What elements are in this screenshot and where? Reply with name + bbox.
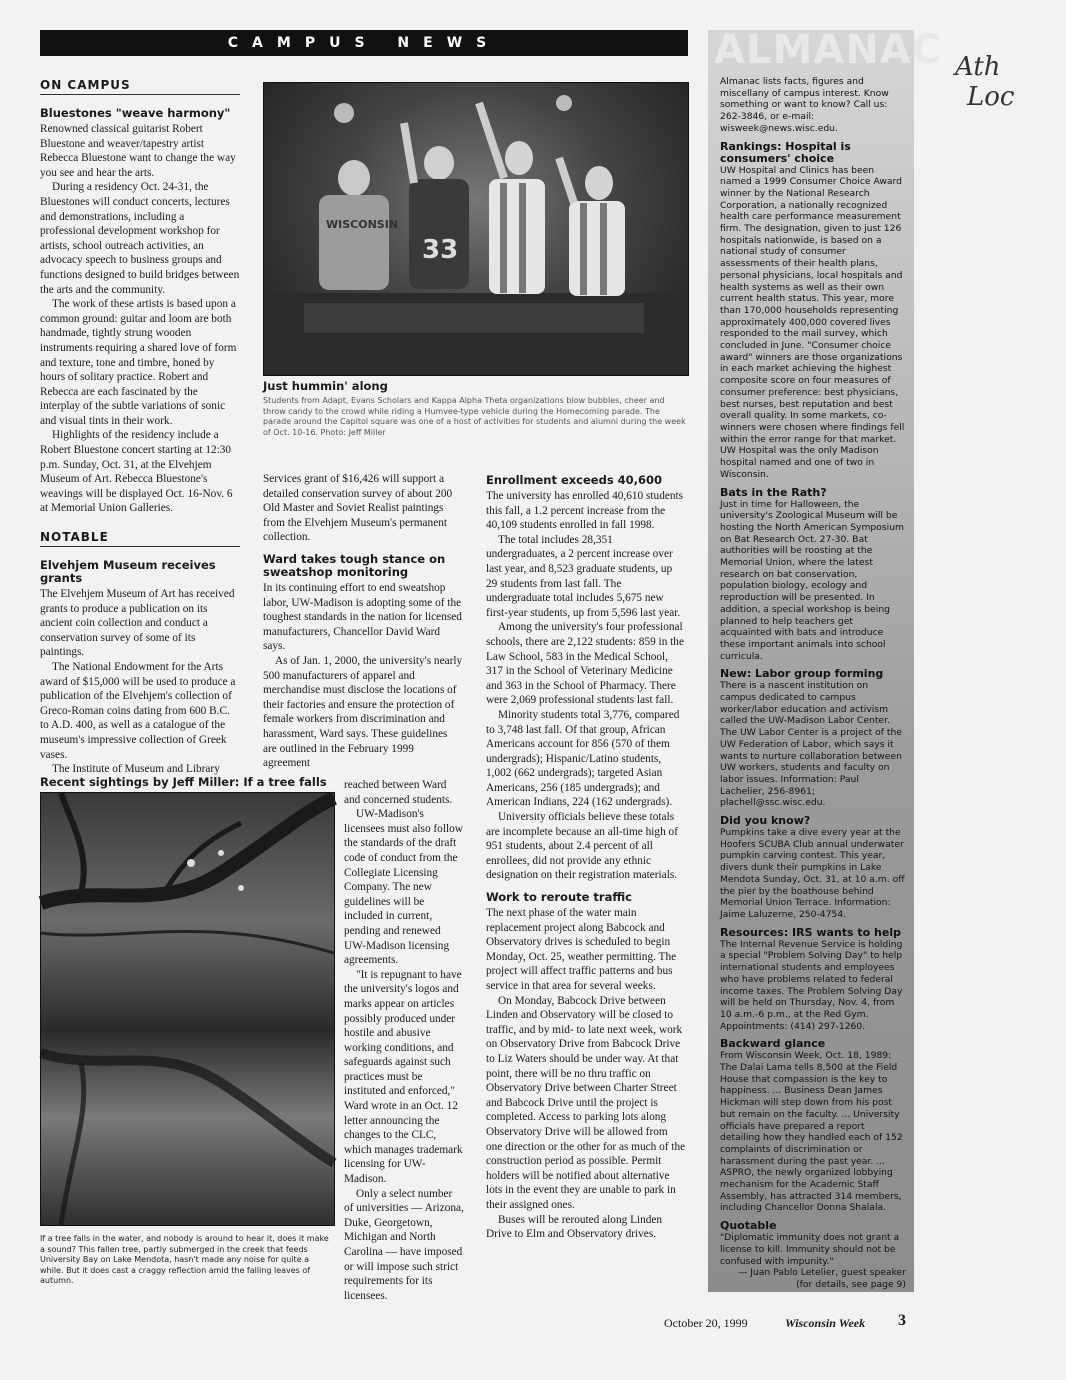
paragraph: UW-Madison's licensees must also follow the standards of the draft code of conduct from the Collegiate Licensing Company. The new guidelines will be included in current, pending and renewed UW-Madison licensing agreements. xyxy=(344,808,463,967)
sweatshop-body xyxy=(263,581,463,771)
section-heading-on-campus: ON CAMPUS xyxy=(40,78,240,95)
paragraph: Buses will be rerouted along Linden Drive to Elm and Observatory drives. xyxy=(486,1213,663,1241)
almanac-sidebar xyxy=(708,27,942,1292)
enrollment-headline: Enrollment exceeds 40,600 xyxy=(486,473,663,487)
sweatshop-continued-body xyxy=(344,778,464,1303)
almanac-item-text: UW Hospital and Clinics has been named a 1999 Consumer Choice Award winner by the National Research Corporation, a nationally recognized health care performance measurement firm. The designation, given to just 126 hospitals nationwide, is based on a national study of consumer assessments of their health plans, personal physicians, local hospitals and health systems as well as their own current health status. This year, more than 170,000 households representing approximately 400,000 covered lives responded to the mail survey, which concluded in June. "Consumer choice award" winners are those organizations in each market achieving the highest composite score on four measures of consumer preference: best physicians, best nurses, best reputation and best overall quality. In some markets, co-winners were chosen where findings fell within the error range for that market. UW Hospital was the only Madison hospital named and one of two in Wisconsin. xyxy=(720,164,905,480)
bluestones-headline: Bluestones "weave harmony" xyxy=(40,106,231,120)
almanac-title: ALMANAC xyxy=(714,27,942,73)
paragraph: On Monday, Babcock Drive between Linden and Observatory will be closed to traffic, and by mid- to late next week, work on Observatory Drive from Babcock Drive to Liz Waters should be under way. At that point, there will be no thru traffic on Observatory Drive between Charter Street and Babcock Drive until the project is completed. Access to parking lots along Observatory Drive will be allowed from one direction or the other for as much of the construction period as possible. Permit holders will be notified about alternative lots in the event they are unable to park in their assigned ones. xyxy=(486,994,686,1211)
almanac-item-text: "Diplomatic immunity does not grant a license to kill. Immunity should not be confused with impunity." xyxy=(720,1232,900,1267)
footer-page-number: 3 xyxy=(898,1312,906,1329)
almanac-item-heading: Bats in the Rath? xyxy=(720,485,827,499)
sweatshop-continued-column xyxy=(344,778,464,1303)
paragraph: reached between Ward and concerned students. xyxy=(344,779,453,806)
footer-publication: Wisconsin Week xyxy=(785,1316,866,1330)
handwritten-line: Ath xyxy=(955,52,1001,82)
paragraph: The next phase of the water main replacement project along Babcock and Observatory drives is scheduled to begin Monday, Oct. 25, weather permitting. The project will affect traffic patterns and bus service in that area for several weeks. xyxy=(486,907,677,992)
elvehjem-continued: Services grant of $16,426 will support a detailed conservation survey of about 200 Old Master and Soviet Realist paintings from the Elvehjem Museum's permanent collection. xyxy=(263,473,453,544)
section-heading-notable: NOTABLE xyxy=(40,530,240,547)
almanac-item-text: There is a nascent institution on campus dedicated to campus worker/labor education and activism called the UW-Madison Labor Center. The UW Labor Center is a project of the UW Federation of Labor, which says it wants to nurture collaboration between UW workers, students and faculty on labor issues. Information: Paul Lachelier, 256-8961; plachell@ssc.wisc.edu. xyxy=(720,680,902,809)
almanac-item-text: Pumpkins take a dive every year at the Hoofers SCUBA Club annual underwater pumpkin carving contest. This year, divers dunk their pumpkins in Lake Mendota Sunday, Oct. 31, at 10 a.m. off the pier by the boathouse behind Memorial Union Terrace. Information: Jaime Laluzerne, 250-4754. xyxy=(720,827,905,920)
almanac-item-heading: New: Labor group forming xyxy=(720,667,884,681)
paragraph: Only a select number of universities — Arizona, Duke, Georgetown, Michigan and North Carolina — have imposed or will impose such strict requirements for its licensees. xyxy=(344,1187,464,1302)
on-campus-column xyxy=(40,78,240,516)
photo1-heading: Just hummin' along xyxy=(263,379,388,393)
paragraph: The total includes 28,351 undergraduates, a 2 percent increase over last year, and 8,523 graduate students, up 29 students from last fall. The undergraduate total includes 5,675 new first-year students, up from 5,596 last year. xyxy=(486,533,681,619)
photo1-caption-block xyxy=(263,380,687,438)
photo1-caption: Students from Adapt, Evans Scholars and Kappa Alpha Theta organizations blow bubbles, cheer and throw candy to the crowd while riding a Humvee-type vehicle during the Homecoming parade. The parade around the Capitol square was one of a host of activities for students and alumni during the week of Oct. 10-16. Photo: Jeff Miller xyxy=(263,396,686,437)
handwritten-note xyxy=(955,52,1014,112)
footer-date: October 20, 1999 xyxy=(664,1316,748,1330)
paragraph: The university has enrolled 40,610 students this fall, a 1.2 percent increase from the 40,109 students enrolled in fall 1998. xyxy=(486,490,684,532)
paragraph: During a residency Oct. 24-31, the Bluestones will conduct concerts, lectures and demonstrations, including a professional development workshop for artists, school outreach activities, an advocacy speech to business groups and functions designed to build bridges between the arts and the community. xyxy=(40,181,240,296)
paragraph: Renowned classical guitarist Robert Bluestone and weaver/tapestry artist Rebecca Bluestone want to change the way you see and hear the arts. xyxy=(40,123,236,179)
paragraph: The work of these artists is based upon a common ground: guitar and loom are both handmade, tightly strung wooden instruments requiring a shared love of form and texture, tone and timbre, honed by hours of solitary practice. Robert and Rebecca are each fascinated by the interplay of the subtle variations of sonic and visual tints in their work. xyxy=(40,298,237,427)
homecoming-photo-art xyxy=(264,83,688,375)
handwritten-line: Loc xyxy=(967,82,1015,112)
right-column xyxy=(486,474,686,1242)
paragraph: The National Endowment for the Arts award of $15,000 will be used to produce a publication of the Elvehjem's collection of Greco-Roman coins dating from 600 B.C. to A.D. 400, as well as a catalogue of the museum's impressive collection of Greek vases. xyxy=(40,660,236,761)
almanac-item-text: The Internal Revenue Service is holding a special "Problem Solving Day" to help international students and employees who have problems related to federal income taxes. The Problem Solving Day will be held on Thursday, Nov. 4, from 10 a.m.-6 p.m., at the Red Gym. Appointments: (414) 297-1260. xyxy=(720,938,903,1032)
paragraph: The Elvehjem Museum of Art has received grants to produce a publication on its ancient coin collection and conduct a conservation survey of some of its paintings. xyxy=(40,588,235,659)
paragraph: Highlights of the residency include a Robert Bluestone concert starting at 12:30 p.m. Sunday, Oct. 31, at the Elvehjem Museum of Art. Rebecca Bluestone's weavings will be displayed Oct. 16-Nov. 6 at Memorial Union Galleries. xyxy=(40,429,233,515)
section-banner: CAMPUS NEWS xyxy=(40,30,688,56)
paragraph: University officials believe these totals are incomplete because an all-time high of 951 students, about 2.4 percent of all enrollees, did not provide any ethnic designation on their registration materials. xyxy=(486,811,678,882)
paragraph: "It is repugnant to have the university's logos and marks appear on articles possibly produced under hostile and abusive working conditions, and safeguards against such practices must be instituted and enforced," Ward wrote in an Oct. 12 letter announcing the changes to the CLC, which manages trademark licensing for UW-Madison. xyxy=(344,968,463,1186)
almanac-item-heading: Rankings: Hospital is consumers' choice xyxy=(720,139,851,165)
homecoming-photo xyxy=(263,82,689,376)
tree-photo xyxy=(40,792,335,1226)
almanac-content xyxy=(708,70,914,1291)
elvehjem-body xyxy=(40,587,240,777)
almanac-item-heading: Backward glance xyxy=(720,1037,826,1051)
elvehjem-headline: Elvehjem Museum receives grants xyxy=(40,558,216,585)
quote-attribution: — Juan Pablo Letelier, guest speaker (for details, see page 9) xyxy=(738,1267,906,1290)
traffic-headline: Work to reroute traffic xyxy=(486,890,633,905)
sweatshop-headline: Ward takes tough stance on sweatshop monitoring xyxy=(263,551,446,579)
almanac-item-text: Just in time for Halloween, the university's Zoological Museum will be hosting the North American Symposium on Bat Research Oct. 27-30. Bat authorities will be roosting at the Memorial Union, where the latest research on bat conservation, population biology, ecology and reproduction will be presented. In addition, a special workshop is being planned to help teachers get acquainted with bats and introduce these important animals into school curricula. xyxy=(720,498,905,662)
paragraph: Among the university's four professional schools, there are 2,122 students: 859 in the Law School, 583 in the Medical School, 317 in the School of Veterinary Medicine and 363 in the School of Pharmacy. There were 2,069 professional students last fall. xyxy=(486,621,684,707)
almanac-item-heading: Resources: IRS wants to help xyxy=(720,925,901,939)
almanac-item-text: From Wisconsin Week, Oct. 18, 1989: The Dalai Lama tells 8,500 at the Field House that compassion is the key to happiness. ... Business Dean James Hickman will step down from his post but remain on the faculty. ... University officials have prepared a report detailing how they handled each of 152 complaints of discrimination or harassment during the past year. ... ASPRO, the newly organized lobbying mechanism for the Academic Staff Assembly, has attracted 314 members, including Chancellor Donna Shalala. xyxy=(720,1050,903,1214)
paragraph: Minority students total 3,776, compared to 3,748 last fall. Of that group, African Americans account for 856 (570 of them undergrads); Hispanic/Latino students, 1,002 (662 undergrads); targeted Asian Americans, 256 (185 undergrads); and American Indians, 224 (162 undergrads). xyxy=(486,708,680,809)
shirt-text-wisconsin: WISCONSIN xyxy=(326,218,398,231)
paragraph: The Institute of Museum and Library xyxy=(52,763,220,776)
almanac-intro: Almanac lists facts, figures and miscellany of campus interest. Know something or want to know? Call us: 262-3846, or e-mail: wisweek@news.wisc.edu. xyxy=(720,76,889,134)
shirt-number: 33 xyxy=(422,235,459,265)
traffic-body xyxy=(486,906,686,1242)
enrollment-body xyxy=(486,489,686,883)
paragraph: As of Jan. 1, 2000, the university's nearly 500 manufacturers of apparel and merchandise must disclose the locations of their factories and ensure the protection of female workers from discrimination and harassment, Ward says. These guidelines are outlined in the February 1999 agreement xyxy=(263,654,463,770)
notable-column xyxy=(40,530,240,777)
tree-photo-caption: If a tree falls in the water, and nobody is around to hear it, does it make a sound? This fallen tree, partly submerged in the creek that feeds University Bay on Lake Mendota, hasn't made any noise for quite a while. But it does cast a craggy reflection amid the falling leaves of autumn. xyxy=(40,1234,329,1285)
sightings-headline: Recent sightings by Jeff Miller: If a tree falls xyxy=(40,775,327,789)
bluestones-body xyxy=(40,122,240,516)
paragraph: In its continuing effort to end sweatshop labor, UW-Madison is adopting some of the toughest standards in the nation for licensed manufacturers, Chancellor David Ward says. xyxy=(263,581,462,653)
tree-photo-art xyxy=(41,793,334,1225)
almanac-item-heading: Quotable xyxy=(720,1219,777,1233)
almanac-item-heading: Did you know? xyxy=(720,814,811,828)
middle-column xyxy=(263,472,463,771)
